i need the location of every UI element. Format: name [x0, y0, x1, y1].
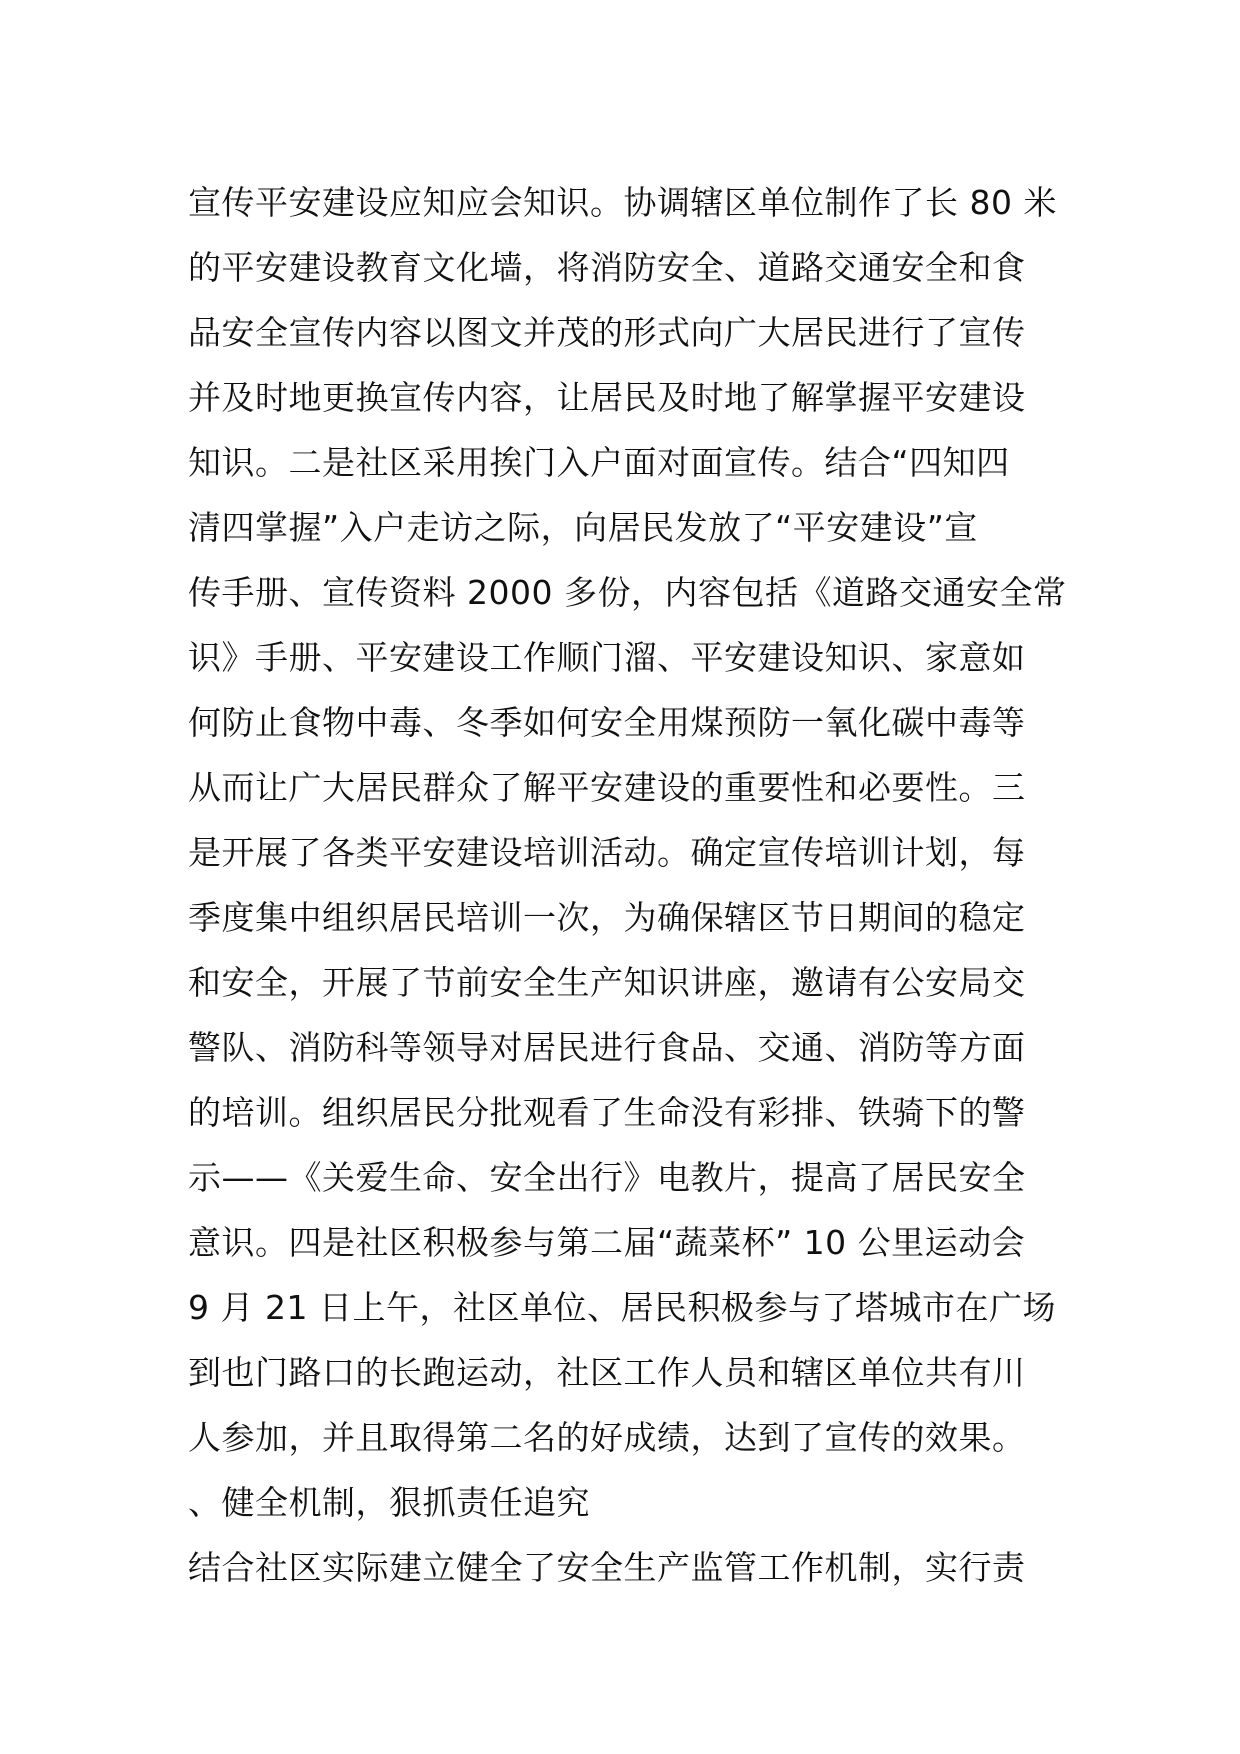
text-line: 宣传平安建设应知应会知识。协调辖区单位制作了长 80 米: [188, 183, 1057, 222]
text-line: 警队、消防科等领导对居民进行食品、交通、消防等方面: [188, 1028, 1026, 1067]
text-line: 意识。四是社区积极参与第二届“蔬菜杯” 10 公里运动会: [188, 1223, 1026, 1262]
text-line: 何防止食物中毒、冬季如何安全用煤预防一氧化碳中毒等: [188, 703, 1026, 742]
text-line: 人参加，并且取得第二名的好成绩，达到了宣传的效果。: [188, 1418, 1026, 1457]
text-line: 并及时地更换宣传内容，让居民及时地了解掌握平安建设: [188, 378, 1026, 417]
section-heading: 、健全机制，狠抓责任追究: [188, 1483, 590, 1522]
text-line: 的平安建设教育文化墙，将消防安全、道路交通安全和食: [188, 248, 1026, 287]
text-line: 和安全，开展了节前安全生产知识讲座，邀请有公安局交: [188, 963, 1026, 1002]
text-line: 品安全宣传内容以图文并茂的形式向广大居民进行了宣传: [188, 313, 1026, 352]
text-line: 清四掌握”入户走访之际，向居民发放了“平安建设”宣: [188, 508, 978, 547]
text-line: 识》手册、平安建设工作顺门溜、平安建设知识、家意如: [188, 638, 1026, 677]
text-line: 9 月 21 日上午，社区单位、居民积极参与了塔城市在广场: [188, 1288, 1056, 1327]
body-text: [188, 170, 1067, 1600]
text-line: 从而让广大居民群众了解平安建设的重要性和必要性。三: [188, 768, 1026, 807]
text-line: 的培训。组织居民分批观看了生命没有彩排、铁骑下的警: [188, 1093, 1026, 1132]
text-line: 传手册、宣传资料 2000 多份，内容包括《道路交通安全常: [188, 573, 1067, 612]
text-line: 到也门路口的长跑运动，社区工作人员和辖区单位共有川: [188, 1353, 1026, 1392]
text-line: 季度集中组织居民培训一次，为确保辖区节日期间的稳定: [188, 898, 1026, 937]
text-line: 知识。二是社区采用挨门入户面对面宣传。结合“四知四: [188, 443, 1010, 482]
text-line: 示——《关爱生命、安全出行》电教片，提高了居民安全: [188, 1158, 1026, 1197]
text-line: 结合社区实际建立健全了安全生产监管工作机制，实行责: [188, 1548, 1026, 1587]
text-line: 是开展了各类平安建设培训活动。确定宣传培训计划，每: [188, 833, 1026, 872]
